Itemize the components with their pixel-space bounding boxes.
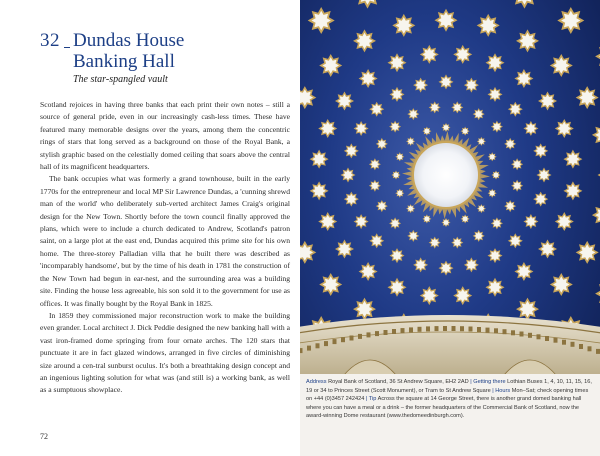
dome-star-glass	[553, 276, 570, 293]
dome-star-glass	[338, 242, 352, 256]
dome-star-glass	[561, 11, 580, 30]
dentil	[545, 336, 549, 341]
dentil	[486, 328, 490, 333]
dentil	[392, 329, 396, 334]
dentil	[300, 348, 303, 353]
dentil	[426, 326, 430, 331]
dentil	[358, 334, 362, 339]
dentil	[367, 332, 371, 337]
dentil	[554, 338, 558, 343]
paragraph-2: The bank occupies what was formerly a grand townhouse, built in the early 1770s for the entrepreneur and local MP Sir Lawrence Dundas, a 'cunning shrewd man of the world' who deliberately sub-verted architect James Craig's original design for the New Town. Shortly before the town council finally approved the plans, which were to include a church dedicated to Andrew, Scotland's patron saint, on a large plot at the east end, Dundas acquired this prime site for his own home. The three-storey Palladian villa that he built there was described as 'incomparably handsome', but by the time of his death in 1781 the construction of the New Town had begun in ear-nest, and the surrounding area was a building site. Finding the house less agreeable, his son sold it to the government for use as offices. It was finally bought by the Royal Bank in 1825.	[40, 174, 290, 308]
address-label: Address	[306, 379, 327, 385]
dome-star-glass	[517, 265, 531, 279]
dome-star-glass	[423, 289, 437, 303]
dentil	[384, 330, 388, 335]
dome-star-glass	[321, 215, 335, 229]
hours-value: Mon–Sat; check opening times on +44 (0)3457 242424	[306, 387, 589, 403]
dome-star-glass	[312, 184, 326, 198]
dome-star-glass	[338, 94, 352, 108]
dome-star-glass	[423, 48, 437, 62]
dentil	[596, 349, 600, 354]
body-text	[40, 99, 290, 397]
dome-star-glass	[356, 33, 373, 50]
dome-star-glass	[506, 202, 515, 211]
dome-star-glass	[519, 33, 536, 50]
dentil	[418, 327, 422, 332]
dome-star-glass	[378, 140, 387, 149]
dome-star-glass	[541, 94, 555, 108]
dome-star-glass	[441, 77, 452, 88]
dentil	[341, 337, 345, 342]
dome-star-glass	[553, 57, 570, 74]
dentil	[324, 341, 328, 346]
address-value: Royal Bank of Scotland, 36 St Andrew Square, EH2 2AD	[328, 379, 469, 385]
dome-star-glass	[312, 152, 326, 166]
getting-there-label: Getting there	[473, 379, 506, 385]
dome-star-glass	[488, 56, 502, 70]
dentil	[477, 327, 481, 332]
dome-star-glass	[343, 170, 354, 181]
dentil	[435, 326, 439, 331]
info-box: Address Royal Bank of Scotland, 36 St Andrew Square, EH2 2AD | Getting there Lothian Buses 1, 4, 10, 11, 15, 16, 19 or 34 to Princes Street (Scott Monument), or Tram to St Andrew Square | Hours Mon–Sat; check opening times on +44 (0)3457 242424 | Tip Across the square at 14 George Street, there is another grand domed banking hall where you can have a meal or a drink – the former headquarters of the Commercial Bank of Scotland, now the award-winning Dome restaurant (www.thedomeedinburgh.com).	[300, 374, 600, 456]
dome-star-glass	[453, 103, 462, 112]
paragraph-1: Scotland rejoices in having three banks that each print their own notes – still a source of general pride, even in our increasingly cash-less times. These have featured many memorable designs over the years, among them the concentric rings of stars that long served as a background on those of the Royal Bank, a stylish graphic based on the celestially domed ceiling that soars above the central hall of its magnificent headquarters.	[40, 100, 290, 172]
dome-star-glass	[506, 140, 515, 149]
title-rule	[64, 47, 70, 48]
dome-star-glass	[323, 57, 340, 74]
dome-star-glass	[361, 265, 375, 279]
chapter-number: 32	[40, 30, 60, 51]
dentil	[469, 327, 473, 332]
dome-star-glass	[490, 250, 501, 261]
dome-star-glass	[392, 250, 403, 261]
page-number: 72	[40, 432, 48, 441]
dentil	[588, 346, 592, 351]
dome-star-glass	[356, 301, 373, 318]
dome-star-glass	[456, 48, 470, 62]
dentil	[452, 326, 456, 331]
dome-star-glass	[323, 276, 340, 293]
dentil	[443, 326, 447, 331]
tip-label: Tip	[368, 396, 377, 403]
tip-value: Across the square at 14 George Street, there is another grand domed banking hall where you can have a meal or a drink – the former headquarters of the Commercial Bank of Scotland, now the award-winning Dome restaurant (www.thedomeedinburgh.com).	[306, 396, 582, 420]
dome-star-glass	[312, 11, 331, 30]
dome-star-glass	[566, 152, 580, 166]
dome-star-glass	[541, 242, 555, 256]
dome-star-glass	[378, 202, 387, 211]
dome-star-glass	[443, 219, 449, 225]
dome-star-glass	[490, 89, 501, 100]
dentil	[333, 339, 337, 344]
dentil	[528, 333, 532, 338]
oculus	[413, 142, 479, 208]
dome-star-glass	[390, 281, 404, 295]
right-page	[300, 0, 600, 456]
dome-star-glass	[392, 89, 403, 100]
dome-star-glass	[453, 238, 462, 247]
dentil	[350, 336, 354, 341]
dome-star-glass	[393, 172, 399, 178]
dome-star-glass	[438, 12, 455, 29]
dome-star-glass	[430, 103, 439, 112]
dentil	[571, 342, 575, 347]
dome-star-glass	[557, 215, 571, 229]
dome-star-glass	[321, 122, 335, 136]
dome-star-glass	[361, 72, 375, 86]
dentil	[316, 343, 320, 348]
dome-star-glass	[430, 238, 439, 247]
dome-star-glass	[443, 124, 449, 130]
cornice	[300, 315, 600, 380]
hours-label: Hours	[495, 387, 511, 394]
dentil	[511, 330, 515, 335]
dentil	[460, 326, 464, 331]
dome-star-glass	[390, 56, 404, 70]
getting-there-value: Lothian Buses 1, 4, 10, 11, 15, 16, 19 or 34 to Princes Street (Scott Monument), or Tram to St Andrew Square	[306, 379, 592, 394]
dome-star-glass	[456, 289, 470, 303]
dome-star-glass	[493, 172, 499, 178]
chapter-title	[73, 30, 273, 72]
dentil	[307, 346, 311, 351]
dentil	[537, 334, 541, 339]
dome-star-glass	[441, 263, 452, 274]
dentil	[562, 340, 566, 345]
dome-star-glass	[517, 72, 531, 86]
dome-star-glass	[539, 170, 550, 181]
dentil	[520, 332, 524, 337]
dentil	[503, 329, 507, 334]
dentil	[579, 344, 583, 349]
dome-star-glass	[566, 184, 580, 198]
dentil	[375, 331, 379, 336]
dome-star-glass	[519, 301, 536, 318]
chapter-title-line-1: Dundas House	[73, 30, 185, 51]
chapter-title-line-2: Banking Hall	[73, 51, 175, 72]
dome-star-glass	[557, 122, 571, 136]
chapter-subtitle: The star-spangled vault	[73, 74, 168, 85]
dome-star-glass	[488, 281, 502, 295]
dentil	[409, 327, 413, 332]
dentil	[494, 328, 498, 333]
dentil	[401, 328, 405, 333]
paragraph-3: In 1859 they commissioned major reconstruction work to make the building even grander. Local architect J. Dick Peddie designed the new banking hall with a vast iron-framed dome springing from four ornate arches. The 120 stars that punctuate it are in fact glazed windows, arranged in five circles of diminishing size around a cen-tral sunburst oculus. It's both a breathtaking design concept and an ingenious lighting solution for what was (and still is) a working bank, as well as a sumptuous showplace.	[40, 310, 290, 395]
